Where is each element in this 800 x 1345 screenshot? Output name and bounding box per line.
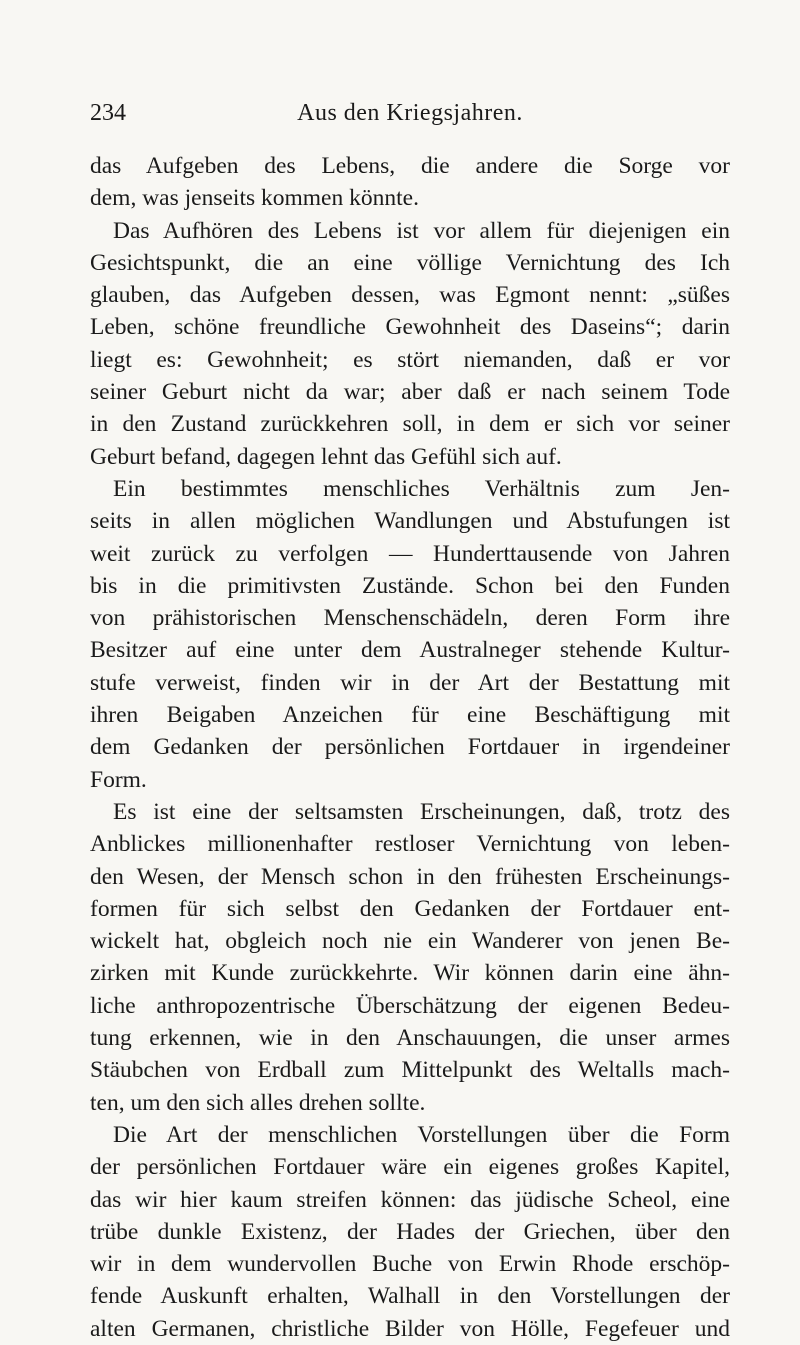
text-line: Die Art der menschlichen Vorstellungen über die Form — [113, 1121, 730, 1148]
text-line: Das Aufhören des Lebens ist vor allem für diejenigen ein — [113, 217, 730, 244]
text-line: weit zurück zu verfolgen — Hunderttausende von Jahren — [90, 540, 730, 567]
text-line: stufe verweist, finden wir in der Art der Bestattung mit — [90, 669, 730, 696]
text-line: ihren Beigaben Anzeichen für eine Beschäftigung mit — [90, 702, 730, 729]
text-line: Geburt befand, dagegen lehnt das Gefühl sich auf. — [90, 443, 562, 470]
text-line: Form. — [90, 766, 147, 793]
text-line: trübe dunkle Existenz, der Hades der Griechen, über den — [90, 1218, 730, 1245]
text-line: Besitzer auf eine unter dem Australneger stehende Kultur- — [90, 637, 730, 664]
text-line: den Wesen, der Mensch schon in den frühesten Erscheinungs- — [90, 863, 730, 890]
page-header — [90, 100, 730, 134]
text-line: das Aufgeben des Lebens, die andere die Sorge vor — [90, 153, 730, 179]
text-line: glauben, das Aufgeben dessen, was Egmont nennt: „süßes — [90, 282, 730, 309]
text-line: seiner Geburt nicht da war; aber daß er nach seinem Tode — [90, 379, 730, 406]
text-line: seits in allen möglichen Wandlungen und Abstufungen ist — [90, 508, 730, 535]
text-line: liche anthropozentrische Überschätzung der eigenen Bedeu- — [90, 992, 730, 1019]
text-line: der persönlichen Fortdauer wäre ein eigenes großes Kapitel, — [90, 1154, 730, 1181]
text-line: bis in die primitivsten Zustände. Schon bei den Funden — [90, 572, 730, 599]
text-line: Gesichtspunkt, die an eine völlige Vernichtung des Ich — [90, 249, 730, 276]
text-line: dem Gedanken der persönlichen Fortdauer in irgendeiner — [90, 734, 730, 761]
text-line: in den Zustand zurückkehren soll, in dem er sich vor seiner — [90, 411, 730, 438]
text-line: wir in dem wundervollen Buche von Erwin Rhode erschöp- — [90, 1251, 730, 1278]
text-line: wickelt hat, obgleich noch nie ein Wanderer von jenen Be- — [90, 928, 730, 955]
page-number: 234 — [90, 100, 126, 126]
text-line: Stäubchen von Erdball zum Mittelpunkt des Weltalls mach- — [90, 1057, 730, 1084]
text-line: alten Germanen, christliche Bilder von Hölle, Fegefeuer und — [90, 1315, 730, 1342]
text-line: Leben, schöne freundliche Gewohnheit des Daseins“; darin — [90, 314, 730, 341]
text-line: von prähistorischen Menschenschädeln, deren Form ihre — [90, 605, 730, 632]
text-line: formen für sich selbst den Gedanken der Fortdauer ent- — [90, 895, 730, 922]
text-line: liegt es: Gewohnheit; es stört niemanden, daß er vor — [90, 346, 730, 373]
text-line: dem, was jenseits kommen könnte. — [90, 185, 419, 212]
text-line: Ein bestimmtes menschliches Verhältnis zum Jen- — [113, 475, 730, 502]
text-line: Es ist eine der seltsamsten Erscheinungen, daß, trotz des — [113, 798, 730, 825]
body-text — [90, 150, 730, 1345]
text-line: ten, um den sich alles drehen sollte. — [90, 1089, 426, 1116]
text-line: tung erkennen, wie in den Anschauungen, die unser armes — [90, 1025, 730, 1052]
text-line: zirken mit Kunde zurückkehrte. Wir können darin eine ähn- — [90, 960, 730, 987]
text-line: das wir hier kaum streifen können: das jüdische Scheol, eine — [90, 1186, 730, 1213]
running-title: Aus den Kriegsjahren. — [297, 100, 523, 126]
text-line: fende Auskunft erhalten, Walhall in den Vorstellungen der — [90, 1283, 730, 1310]
text-line: Anblickes millionenhafter restloser Vernichtung von leben- — [90, 831, 730, 858]
